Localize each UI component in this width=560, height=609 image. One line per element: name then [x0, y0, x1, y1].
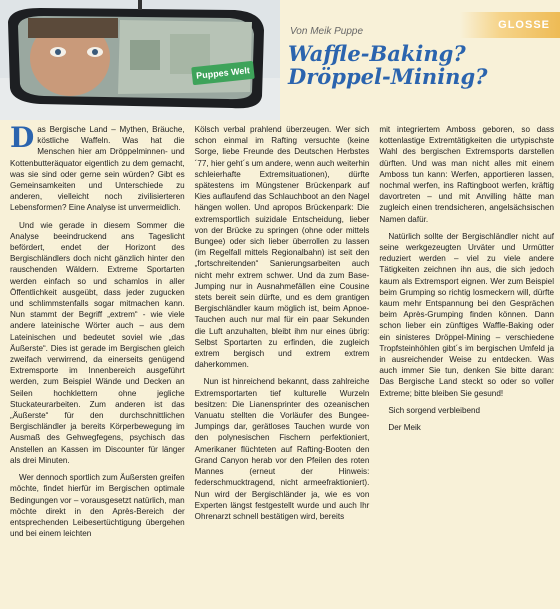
column-1: [10, 121, 185, 604]
drop-cap: D: [10, 121, 35, 154]
paragraph: mit integriertem Amboss geboren, so dass kottenlastige Extremtätigkeiten die urtypischste Wahl des bergischen Extremsports darstellen dürften. Und was man nicht alles mit einem Amboss tun kann: Werfen, apportieren lassen, nochmal werfen, ins Raftingboot werfen, kräftig davortreten – und mit Anvilling hätte man zugleich einen trendsicheren, angelsächsischen Namen dafür.: [379, 125, 555, 224]
paragraph: Wer dennoch sportlich zum Äußersten greifen möchte, findet hierfür im Bergischen optimale Bedingungen vor – vorausgesetzt natürlich, man möchte direkt in den Après-Bereich der entsprechenden Leibesertüchtigung übergehen und bei einem leichten: [10, 473, 185, 539]
headline-line-1: Waffle-Baking?: [288, 41, 466, 66]
article-headline: [288, 42, 553, 88]
paragraph: Kölsch verbal prahlend überzeugen. Wer sich schon einmal im Rafting versuchte (keine Sorge, liebe Freunde des Deutschen Herbstes ´77, hier geht´s um andere, wenn auch weiterhin schleierhafte Extremsituationen), dürfte spätestens im Müngstener Brückenpark auf Kies auflaufend das Schlauchboot an den Nagel hängen wollen. Und apropos Brückenpark: Die extremsportlich suizidale Entscheidung, lieber von der Brücke zu springen (ohne oder mittels Bungee) oder sich lieber überrollen zu lassen (im Regelfall mittels Regionalbahn) ist seit den „fortschreitenden“ Sanierungsarbeiten auch nicht mehr extrem schwer. Und da zum Base-Jumping nur in Ausnahmefällen eine Cousine stets bereit sein dürfte, und es dem grantigen Bergischländler kaum möglich ist, beim Apnoe-Tauchen auch nur mal für ein paar Sekunden die Luft anzuhalten, bleibt ihm nur eines übrig: Selbst Sportarten zu erfinden, die zugleich extrem bergisch und extrem extrem daherkommen.: [194, 125, 370, 370]
column-2: [195, 124, 370, 604]
paragraph: Natürlich sollte der Bergischländler nicht auf seine werkgezeugten Urväter und Urmütter reduziert werden – viel zu viele andere Tätigkeiten zeichnen ihn aus, die sich jedoch kaum als Extremsport eignen. Wer zum Beispiel beim Grumping so richtig losmeckern will, dürfte kaum mehr Entspannung bei den Gesprächen beim Après-Grumping finden können. Dann schon lieber ein zünftiges Waffle-Baking oder ein sinisteres Dröppel-Mining – verschiedene Tropfsteinhöhlen gibt´s im bergischen Umfeld ja in ausreichender Weise zu entdecken. Was auch immer Sie tun, denken Sie bitte daran: Das Bergische Land steckt so oder so voller Extreme; bitte bleiben Sie gesund!: [379, 231, 555, 398]
mirror-illustration: [0, 0, 280, 120]
byline: Von Meik Puppe: [290, 26, 364, 37]
signature: Der Meik: [388, 423, 421, 433]
paragraph: Nun ist hinreichend bekannt, dass zahlreiche Extremsportarten tief kulturelle Wurzeln besitzen: Die Lianensprinter des ozeanischen Vanuatu stellten die Vorläufer des Bungee-Jumpings dar, gerätloses Tauchen wurde von den polynesischen Fischern perfektioniert, Amerikaner flüchteten auf Rafting-Booten den Grand Canyon herab vor den Pfeilen des roten Mannes (erneut der Hinweis: federschmucktragend, nicht armeefraktioniert). Nun wird der Bergischländer ja, wie es von Experten längst festgestellt wurde und auch Ihr Ohrenarzt schnell bestätigen wird, bereits: [194, 377, 370, 521]
headline-line-2: Dröppel-Mining?: [288, 64, 488, 89]
paragraph-text: as Bergische Land – Mythen, Bräuche, köstliche Waffeln. Was hat die Menschen hier am Dröppelminnen- und Kottenbutteräquator eigentlich zu dem gemacht, was sie sind oder gerne sein würden? Gibt es Gemeinsamkeiten und Unterschiede zu anderen, vielleicht noch zivilisierteren Lebensformen? Eine Analyse ist unvermeidlich.: [10, 125, 185, 213]
puppes-welt-label: Puppes Welt: [191, 61, 255, 85]
category-tab: GLOSSE: [460, 12, 560, 38]
paragraph: [10, 121, 185, 214]
column-3: [379, 124, 554, 604]
paragraph: Und wie gerade in diesem Sommer die Analyse beeindruckend ans Tageslicht befördert, endet der Horizont des Bergischländlers doch nicht gänzlich hinter den rauschenden Wäldern. Extreme Sportarten werden einfach so und schamlos in aller Öffentlichkeit ausgeübt, dass jeder zugucken und schlimmstenfalls sogar mitmachen kann. Nun stammt der Begriff „extrem“ - wie viele andere lateinische Wörter auch – aus dem Lateinischen und bedeutet soviel wie „das Äußerste“. Dies ist gerade im Bergischen gleich zweifach verwirrend, da einerseits genügend Extremsporte im Innenbereich ausgeführt werden, zum Beispiel Wände und Decken an Seilen hochklettern ohne jegliche Stuckateurarbeiten. Zum anderen ist das „Äußerste“ für den durchschnittlichen Bergischländler ja bereits Körperbewegung im Ausmaß des Gehwegfegens, psychisch das Anstellen an Kassen im Discounter für länger als drei Minuten.: [10, 220, 185, 465]
closing-line: Sich sorgend verbleibend: [388, 405, 481, 415]
rearview-mirror-photo: [0, 0, 280, 120]
article-body: [10, 121, 555, 604]
